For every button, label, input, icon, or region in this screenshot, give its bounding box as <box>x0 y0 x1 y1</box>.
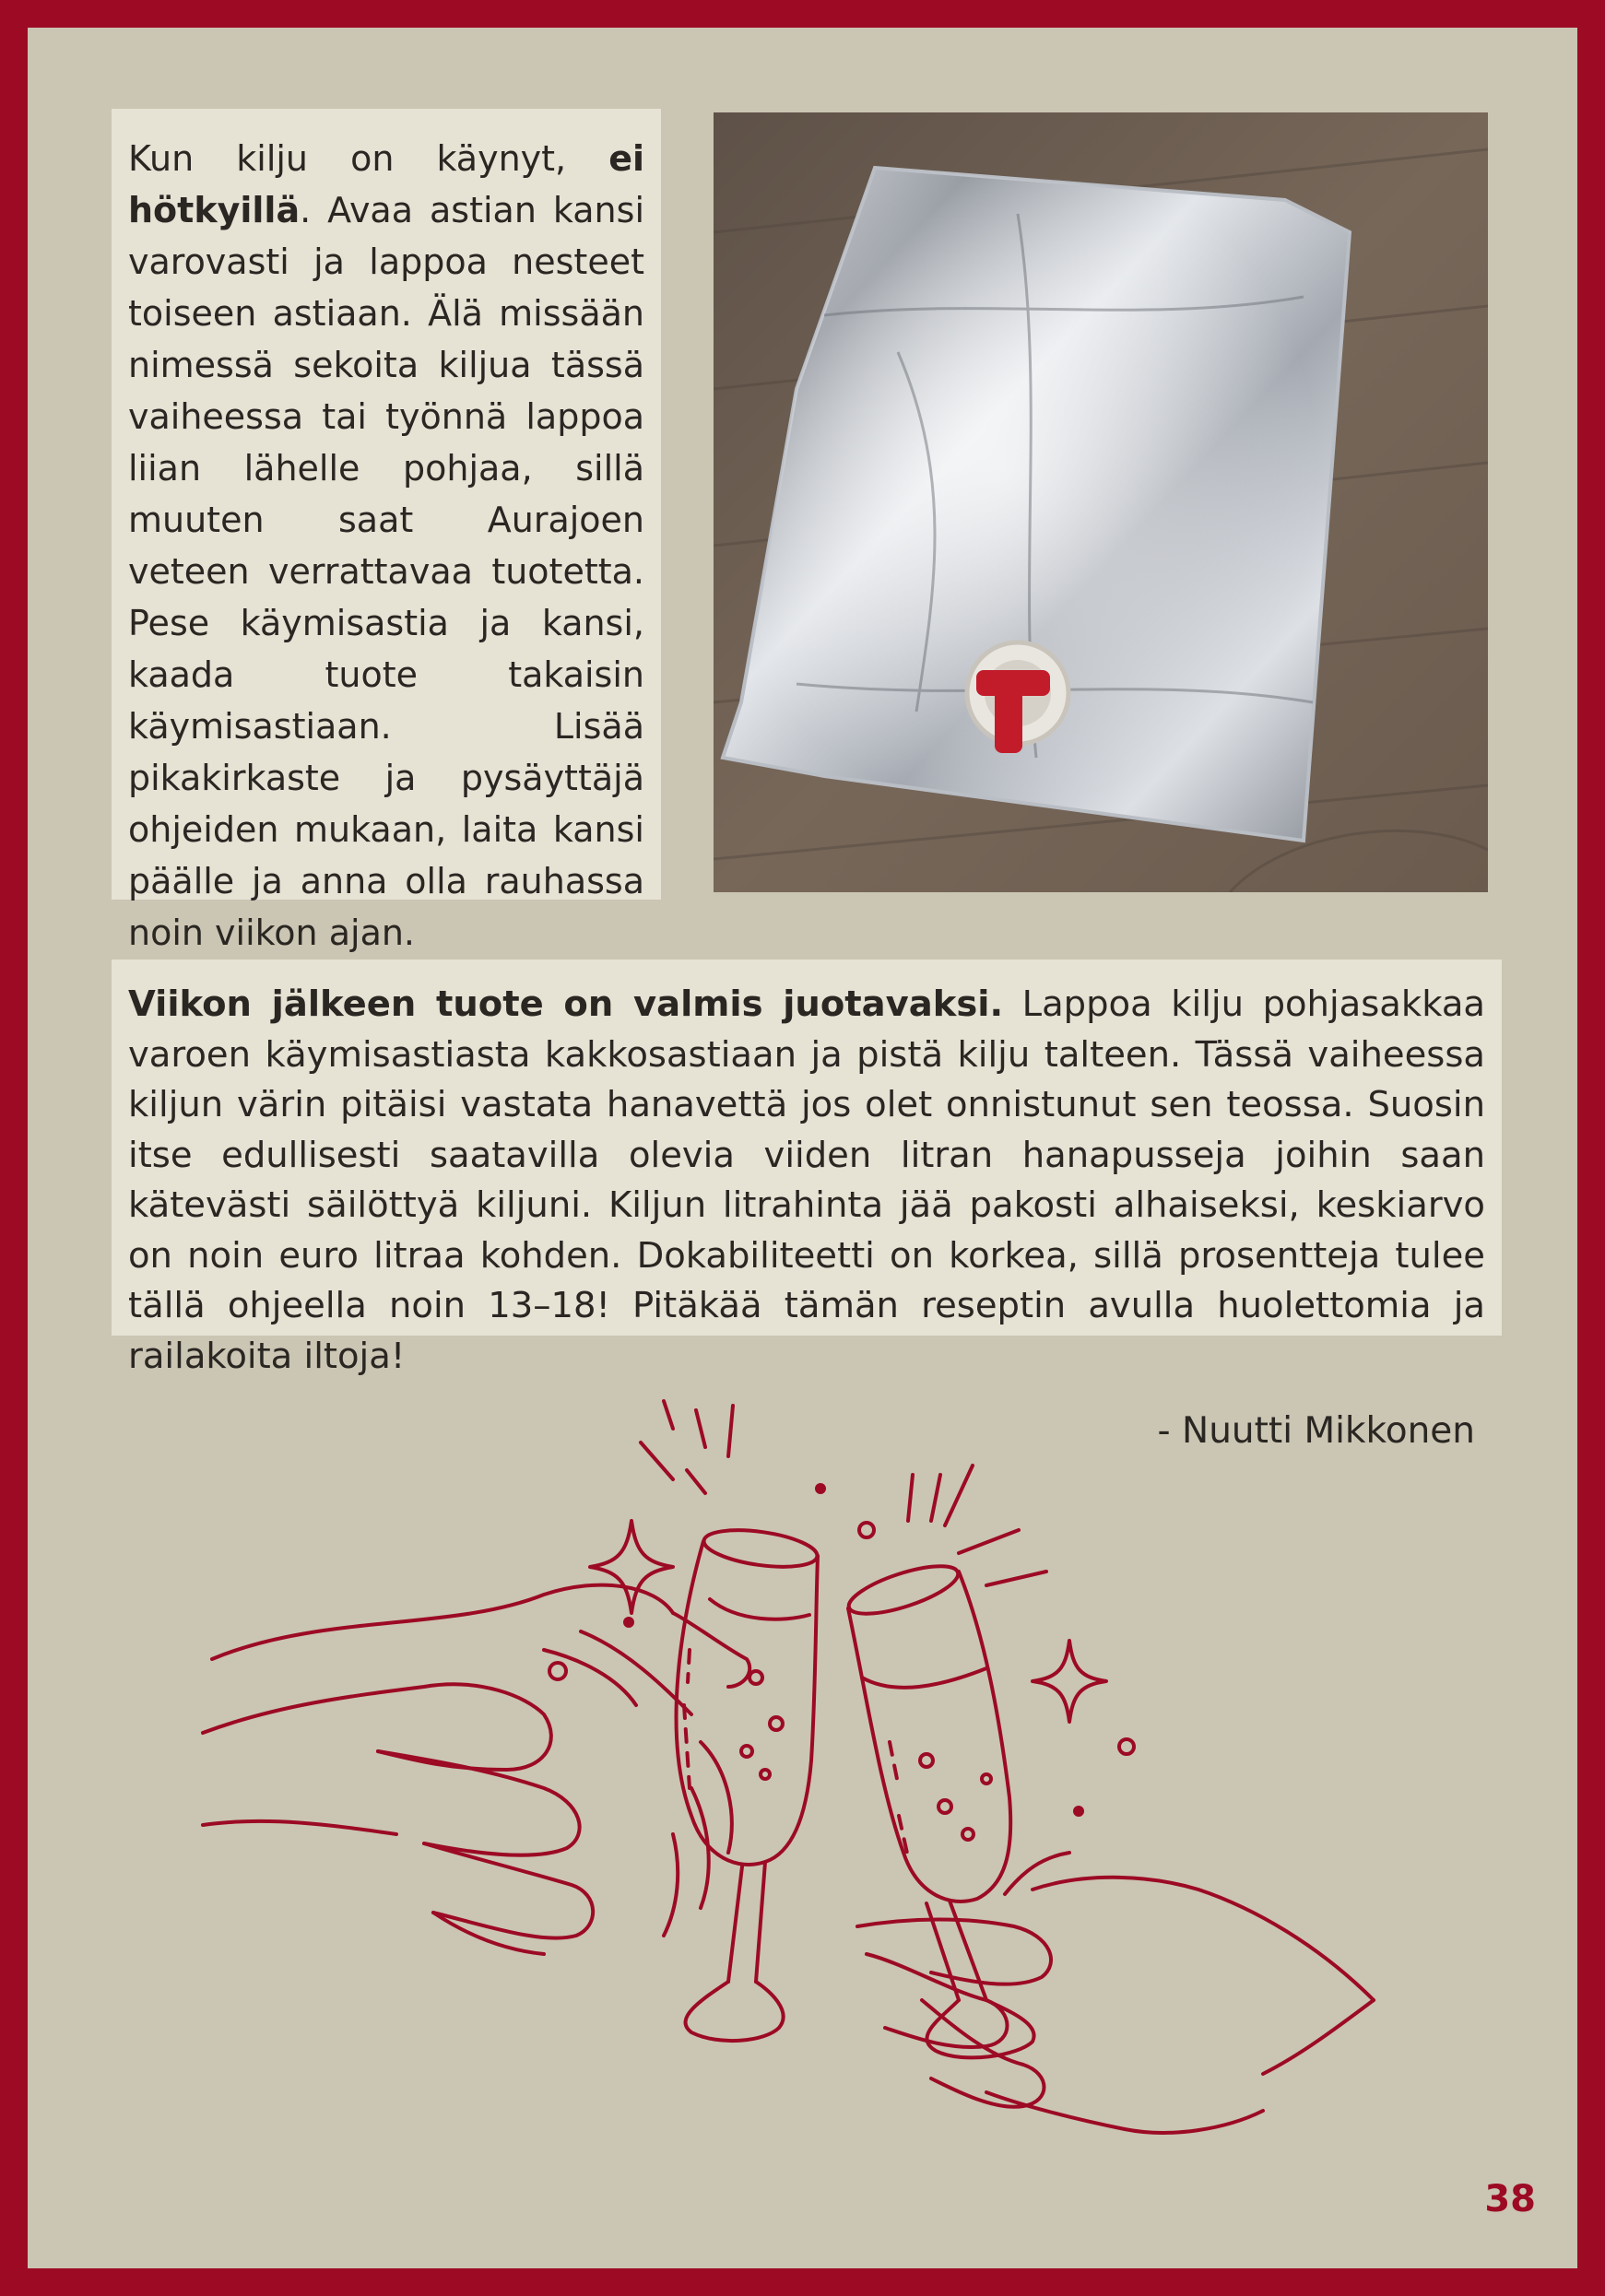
conclusion-paragraph <box>128 980 1485 1382</box>
sparkle-line-2 <box>696 1410 705 1447</box>
dot-2 <box>625 1619 632 1626</box>
bubble-circle-1 <box>549 1663 566 1679</box>
intro-paragraph-box <box>112 109 661 953</box>
bubble-circle-3 <box>1119 1739 1134 1754</box>
toasting-glasses-illustration <box>28 1355 1577 2268</box>
conclusion-bold-phrase: Viikon jälkeen tuote on valmis juotavaksi. <box>128 983 1004 1025</box>
intro-text-rest: . Avaa astian kansi varovasti ja lappoa nesteet toiseen astiaan. Älä missään nimessä sekoita kiljua tässä vaiheessa tai työnnä lappoa liian lähelle pohjaa, sillä muuten saat Aurajoen veteen verrattavaa tuotetta. Pese käymisastia ja kansi, kaada tuote takaisin käymisastiaan. Lisää pikakirkaste ja pysäyttäjä ohjeiden mukaan, laita kansi päälle ja anna olla rauhassa noin viikon ajan. <box>128 190 644 953</box>
sparkle-line-9 <box>959 1530 1019 1553</box>
sparkle-line-4 <box>641 1442 673 1479</box>
sparkle-line-10 <box>986 1572 1046 1585</box>
left-champagne-glass <box>677 1525 820 2042</box>
left-hand <box>203 1585 749 1954</box>
bubble-circle-2 <box>859 1523 874 1537</box>
sparkle-line-6 <box>908 1475 913 1521</box>
page-number: 38 <box>1484 2178 1536 2220</box>
dot-3 <box>1075 1807 1082 1815</box>
sparkle-line-5 <box>687 1470 705 1493</box>
sparkle-line-8 <box>945 1466 973 1525</box>
star-right <box>1033 1641 1106 1722</box>
sparkle-line-3 <box>728 1406 733 1456</box>
sparkle-line-1 <box>664 1401 673 1429</box>
conclusion-text: Lappoa kilju pohjasakkaa varoen käymisastiasta kakkosastiaan ja pistä kilju talteen. Tässä vaiheessa kiljun värin pitäisi vastata hanavettä jos olet onnistunut sen teossa. Suosin itse edullisesti saatavilla olevia viiden litran hanapusseja joihin saan kätevästi säilöttyä kiljuni. Kiljun litrahinta jää pakosti alhaiseksi, keskiarvo on noin euro litraa kohden. Dokabiliteetti on korkea, sillä prosentteja tulee tällä ohjeella noin 13–18! Pitäkää tämän reseptin avulla huolettomia ja railakoita iltoja! <box>128 983 1485 1377</box>
dot-1 <box>817 1485 824 1492</box>
sparkle-line-7 <box>931 1475 940 1521</box>
intro-bold-phrase: ei hötkyillä <box>128 138 644 230</box>
page <box>28 28 1577 2268</box>
author-signature: - Nuutti Mikkonen <box>1157 1410 1475 1452</box>
wine-bag-photo <box>714 112 1488 892</box>
intro-text-start: Kun kilju on käynyt, <box>128 138 609 179</box>
intro-paragraph <box>128 133 644 959</box>
conclusion-paragraph-box <box>112 960 1502 1377</box>
wine-bag-photo-svg <box>714 112 1488 892</box>
